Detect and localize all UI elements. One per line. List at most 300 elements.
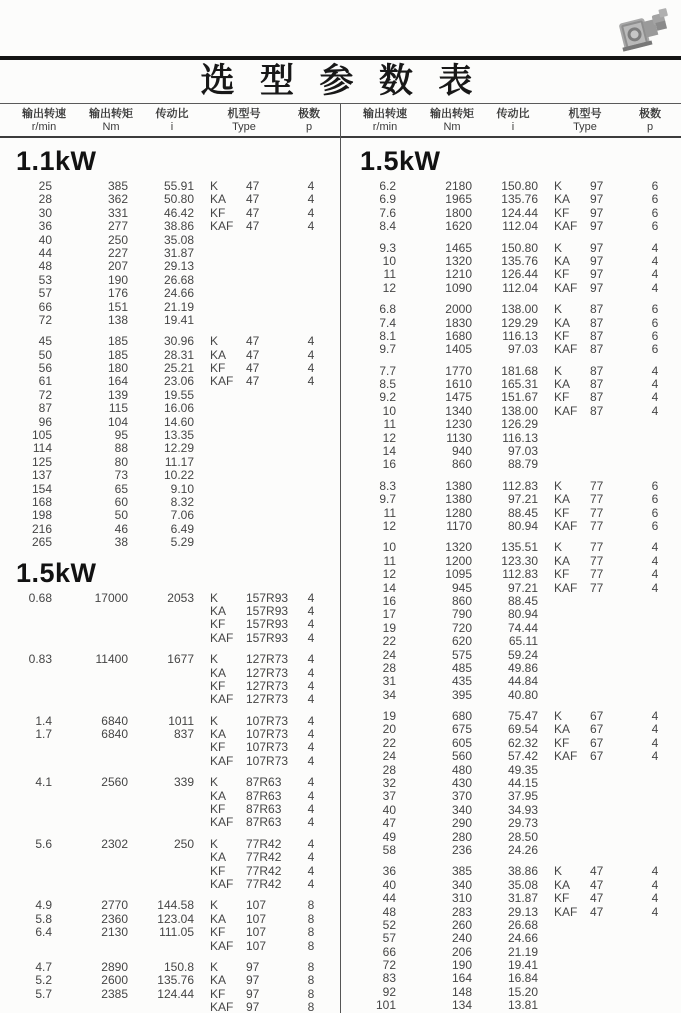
type-prefix-cell: KF: [554, 390, 570, 405]
type-prefix-cell: KF: [210, 740, 226, 755]
poles-cell: [642, 817, 668, 830]
speed-cell: 22: [382, 634, 396, 649]
ratio-cell: 80.94: [507, 607, 538, 622]
torque-cell: 1610: [445, 377, 472, 392]
table-row: [8, 667, 340, 680]
type-model-cell: [246, 483, 298, 496]
type-prefix-cell: KA: [554, 377, 571, 392]
table-row: [8, 234, 340, 247]
poles-cell: 6: [651, 192, 659, 207]
table-row: [8, 509, 340, 522]
table-row: [352, 405, 681, 418]
ratio-cell: 50.80: [163, 192, 194, 207]
poles-cell: [642, 622, 668, 635]
table-row: [352, 710, 681, 723]
type-prefix-cell: [554, 764, 590, 777]
type-model-cell: 77: [590, 540, 604, 555]
type-model-cell: 127R73: [246, 652, 289, 667]
ratio-cell: 124.44: [157, 986, 194, 1001]
poles-cell: 4: [307, 788, 315, 803]
table-row: [8, 913, 340, 926]
type-prefix-cell: KF: [210, 925, 226, 940]
speed-cell: 50: [38, 347, 52, 362]
table-row: [352, 892, 681, 905]
table-row: [352, 723, 681, 736]
type-prefix-cell: KAF: [554, 580, 578, 595]
ratio-cell: [128, 803, 194, 816]
table-row: [352, 777, 681, 790]
ratio-cell: 21.19: [163, 299, 194, 314]
poles-cell: 6: [651, 492, 659, 507]
torque-cell: 190: [107, 272, 128, 287]
type-model-cell: [246, 402, 298, 415]
type-model-cell: 87: [590, 377, 604, 392]
torque-cell: 2000: [445, 302, 472, 317]
speed-cell: 4.1: [35, 775, 52, 790]
ratio-cell: 8.32: [170, 494, 194, 509]
speed-cell: 48: [382, 904, 396, 919]
column-header-unit: Nm: [102, 121, 120, 133]
torque-cell: 1340: [445, 403, 472, 418]
ratio-cell: [128, 693, 194, 706]
poles-cell: 4: [651, 267, 659, 282]
data-block: [8, 776, 340, 830]
table-row: [352, 608, 681, 621]
type-prefix-cell: [554, 817, 590, 830]
speed-cell: 28: [382, 762, 396, 777]
type-model-cell: [590, 919, 642, 932]
type-prefix-cell: KAF: [210, 876, 234, 891]
type-model-cell: 47: [590, 891, 604, 906]
poles-cell: [298, 402, 324, 415]
type-prefix-cell: KF: [554, 505, 570, 520]
ratio-cell: 49.35: [507, 762, 538, 777]
speed-cell: [8, 667, 52, 680]
poles-cell: 4: [651, 240, 659, 255]
poles-cell: [298, 456, 324, 469]
ratio-cell: [128, 816, 194, 829]
speed-cell: 9.7: [379, 492, 396, 507]
ratio-cell: 40.80: [507, 687, 538, 702]
gearmotor-product-image: [613, 8, 675, 54]
poles-cell: 4: [307, 590, 315, 605]
torque-cell: 790: [451, 607, 472, 622]
column-header-p: [627, 104, 673, 136]
poles-cell: 6: [651, 478, 659, 493]
data-block: [352, 710, 681, 857]
speed-cell: 8.1: [379, 328, 396, 343]
poles-cell: [642, 764, 668, 777]
poles-cell: [298, 429, 324, 442]
type-model-cell: [246, 389, 298, 402]
column-header-unit: Nm: [443, 121, 461, 133]
poles-cell: [298, 274, 324, 287]
ratio-cell: 2053: [167, 590, 194, 605]
speed-cell: [8, 618, 52, 631]
type-prefix-cell: [210, 260, 246, 273]
type-model-cell: 97: [590, 240, 604, 255]
type-prefix-cell: [210, 456, 246, 469]
table-row: [352, 986, 681, 999]
torque-cell: 60: [114, 494, 128, 509]
type-prefix-cell: [210, 234, 246, 247]
torque-cell: 485: [451, 660, 472, 675]
type-model-cell: 127R73: [246, 678, 289, 693]
ratio-cell: 65.11: [508, 634, 538, 649]
speed-cell: 66: [38, 299, 52, 314]
type-model-cell: [590, 418, 642, 431]
type-model-cell: [246, 536, 298, 549]
speed-cell: 9.7: [379, 342, 396, 357]
ratio-cell: 25.21: [163, 361, 194, 376]
table-row: [8, 287, 340, 300]
column-header-r-min: [8, 104, 80, 136]
ratio-cell: 151.67: [501, 390, 538, 405]
speed-cell: [8, 851, 52, 864]
poles-cell: [642, 959, 668, 972]
table-row: [352, 865, 681, 878]
poles-cell: [298, 416, 324, 429]
speed-cell: 6.8: [379, 302, 396, 317]
poles-cell: 4: [651, 280, 659, 295]
torque-cell: 290: [451, 816, 472, 831]
ratio-cell: 7.06: [170, 508, 194, 523]
poles-cell: 4: [651, 580, 659, 595]
torque-cell: 1770: [445, 363, 472, 378]
torque-cell: 720: [451, 620, 472, 635]
poles-cell: [642, 662, 668, 675]
type-model-cell: 77R42: [246, 863, 282, 878]
type-prefix-cell: KA: [210, 347, 227, 362]
type-model-cell: 47: [246, 374, 260, 389]
type-prefix-cell: KAF: [210, 815, 234, 830]
type-prefix-cell: KF: [210, 986, 226, 1001]
speed-cell: 6.2: [379, 179, 396, 193]
poles-cell: 4: [651, 403, 659, 418]
ratio-cell: 19.55: [163, 387, 194, 402]
ratio-cell: 144.58: [157, 898, 194, 913]
torque-cell: 1200: [445, 553, 472, 568]
table-row: [352, 480, 681, 493]
table-row: [352, 844, 681, 857]
poles-cell: 4: [307, 678, 315, 693]
poles-cell: 6: [651, 518, 659, 533]
poles-cell: [298, 389, 324, 402]
type-model-cell: [590, 622, 642, 635]
type-prefix-cell: K: [554, 302, 563, 317]
type-prefix-cell: KAF: [210, 1000, 234, 1013]
section-heading: 1.5kW: [16, 557, 97, 588]
speed-cell: 58: [382, 842, 396, 857]
data-block: [8, 961, 340, 1013]
table-row: [8, 402, 340, 415]
poles-cell: 8: [307, 938, 315, 953]
poles-cell: 4: [651, 567, 659, 582]
type-model-cell: 97: [246, 959, 260, 974]
type-model-cell: 87: [590, 390, 604, 405]
type-prefix-cell: K: [554, 363, 563, 378]
torque-cell: 206: [451, 944, 472, 959]
type-model-cell: [590, 662, 642, 675]
poles-cell: 4: [651, 540, 659, 555]
ratio-cell: 31.87: [507, 891, 538, 906]
speed-cell: 40: [382, 877, 396, 892]
torque-cell: 11400: [95, 652, 128, 667]
speed-cell: 5.8: [35, 911, 52, 926]
speed-cell: [8, 1001, 52, 1013]
speed-cell: 11: [383, 553, 396, 568]
torque-cell: 88: [114, 441, 128, 456]
poles-cell: [298, 314, 324, 327]
poles-cell: 8: [307, 959, 315, 974]
type-model-cell: 97: [590, 192, 604, 207]
speed-cell: 83: [382, 971, 396, 986]
type-model-cell: 47: [246, 192, 260, 207]
torque-cell: 260: [451, 917, 472, 932]
poles-cell: [298, 301, 324, 314]
ratio-cell: 97.03: [507, 444, 538, 459]
section-heading: 1.5kW: [360, 146, 441, 176]
speed-cell: 25: [38, 179, 52, 193]
torque-cell: 560: [451, 749, 472, 764]
torque-cell: [52, 816, 128, 829]
ratio-cell: 1677: [167, 652, 194, 667]
ratio-cell: 150.80: [501, 179, 538, 193]
type-model-cell: [590, 972, 642, 985]
speed-cell: 6.9: [379, 192, 396, 207]
poles-cell: 4: [651, 735, 659, 750]
type-prefix-cell: KA: [554, 553, 571, 568]
torque-cell: [52, 790, 128, 803]
ratio-cell: 9.10: [170, 481, 194, 496]
table-row: [352, 282, 681, 295]
type-model-cell: [246, 274, 298, 287]
torque-cell: 180: [107, 361, 128, 376]
type-model-cell: 107R73: [246, 740, 289, 755]
column-header-unit: Type: [573, 121, 597, 133]
torque-cell: 395: [451, 687, 472, 702]
type-model-cell: 47: [246, 205, 260, 220]
poles-cell: 4: [307, 665, 315, 680]
type-prefix-cell: [554, 432, 590, 445]
table-row: [8, 680, 340, 693]
table-row: [352, 879, 681, 892]
column-header-nm: [421, 104, 483, 136]
poles-cell: [642, 804, 668, 817]
torque-cell: [52, 1001, 128, 1013]
ratio-cell: 339: [173, 775, 194, 790]
table-row: [352, 817, 681, 830]
poles-cell: 6: [651, 179, 659, 193]
type-prefix-cell: KAF: [554, 518, 578, 533]
poles-cell: 4: [651, 891, 659, 906]
ratio-cell: 116.13: [502, 430, 538, 445]
speed-cell: 16: [382, 593, 396, 608]
type-prefix-cell: K: [554, 179, 563, 193]
type-prefix-cell: K: [210, 334, 219, 349]
type-prefix-cell: KF: [554, 205, 570, 220]
ratio-cell: 6.49: [170, 521, 194, 536]
ratio-cell: 35.08: [163, 232, 194, 247]
ratio-cell: [128, 790, 194, 803]
speed-cell: 1.7: [35, 727, 52, 742]
speed-cell: 47: [382, 816, 396, 831]
poles-cell: [298, 442, 324, 455]
speed-cell: 9.3: [379, 240, 396, 255]
poles-cell: [298, 523, 324, 536]
torque-cell: [52, 851, 128, 864]
type-prefix-cell: [210, 287, 246, 300]
poles-cell: [642, 790, 668, 803]
ratio-cell: 129.29: [501, 315, 538, 330]
speed-cell: 7.6: [379, 205, 396, 220]
poles-cell: [642, 689, 668, 702]
table-row: [8, 362, 340, 375]
type-model-cell: 77: [590, 580, 604, 595]
type-prefix-cell: [554, 986, 590, 999]
type-prefix-cell: [554, 622, 590, 635]
speed-cell: 7.4: [379, 315, 396, 330]
table-row: [8, 389, 340, 402]
type-prefix-cell: [554, 635, 590, 648]
speed-cell: 11: [383, 417, 396, 432]
type-prefix-cell: KF: [210, 678, 226, 693]
type-model-cell: 87: [590, 328, 604, 343]
torque-cell: 240: [451, 931, 472, 946]
speed-cell: 12: [382, 430, 396, 445]
type-model-cell: [246, 509, 298, 522]
poles-cell: [642, 432, 668, 445]
table-row: [8, 618, 340, 631]
type-model-cell: [590, 844, 642, 857]
type-model-cell: 97: [590, 280, 604, 295]
speed-cell: 36: [38, 219, 52, 234]
ratio-cell: 35.08: [507, 877, 538, 892]
poles-cell: 4: [307, 692, 315, 707]
speed-cell: 22: [382, 735, 396, 750]
type-model-cell: [246, 247, 298, 260]
column-header-label: 机型号: [568, 108, 602, 120]
poles-cell: 4: [307, 713, 315, 728]
torque-cell: [52, 755, 128, 768]
type-model-cell: 77: [590, 518, 604, 533]
type-model-cell: 97: [590, 253, 604, 268]
type-model-cell: [246, 260, 298, 273]
speed-cell: 5.7: [35, 986, 52, 1001]
type-prefix-cell: [210, 402, 246, 415]
ratio-cell: 37.95: [507, 789, 538, 804]
ratio-cell: 57.42: [507, 749, 538, 764]
table-row: [352, 804, 681, 817]
table-row: [8, 605, 340, 618]
speed-cell: 12: [382, 280, 396, 295]
data-block: [8, 899, 340, 953]
table-row: [352, 635, 681, 648]
type-model-cell: 77R42: [246, 836, 282, 851]
type-prefix-cell: KAF: [554, 219, 578, 234]
table-row: [8, 878, 340, 891]
table-row: [8, 1001, 340, 1013]
table-row: [8, 715, 340, 728]
type-prefix-cell: KA: [554, 253, 571, 268]
column-header-unit: p: [305, 121, 313, 133]
torque-cell: 1620: [445, 219, 472, 234]
type-model-cell: [590, 764, 642, 777]
torque-cell: 1090: [445, 280, 472, 295]
type-prefix-cell: KA: [210, 665, 227, 680]
torque-cell: 1170: [446, 518, 472, 533]
table-row: [352, 959, 681, 972]
type-model-cell: 107R73: [246, 727, 289, 742]
column-header-unit: Type: [232, 121, 256, 133]
poles-cell: [298, 536, 324, 549]
ratio-cell: [128, 865, 194, 878]
gearmotor-photo-icon: [613, 8, 675, 54]
speed-cell: 61: [38, 374, 52, 389]
speed-cell: 44: [38, 245, 52, 260]
table-row: [8, 653, 340, 666]
torque-cell: 46: [114, 521, 128, 536]
speed-cell: 32: [382, 776, 396, 791]
type-model-cell: 97: [246, 973, 260, 988]
torque-cell: 1320: [445, 540, 472, 555]
type-model-cell: [590, 458, 642, 471]
speed-cell: 1.4: [35, 713, 52, 728]
speed-cell: 53: [38, 272, 52, 287]
table-row: [8, 349, 340, 362]
ratio-cell: 150.8: [163, 959, 194, 974]
torque-cell: 6840: [101, 713, 128, 728]
column-header-label: 输出转矩: [89, 108, 133, 120]
type-model-cell: [246, 523, 298, 536]
table-row: [352, 418, 681, 431]
poles-cell: [642, 777, 668, 790]
table-row: [8, 335, 340, 348]
type-prefix-cell: KF: [210, 617, 226, 632]
speed-cell: [8, 693, 52, 706]
torque-cell: 2180: [445, 179, 472, 193]
type-model-cell: 157R93: [246, 603, 289, 618]
poles-cell: 4: [307, 815, 315, 830]
type-model-cell: 77: [590, 478, 604, 493]
poles-cell: 4: [651, 390, 659, 405]
poles-cell: 4: [307, 630, 315, 645]
speed-cell: 4.7: [35, 959, 52, 974]
table-row: [352, 582, 681, 595]
speed-cell: 36: [382, 864, 396, 879]
poles-cell: [642, 999, 668, 1012]
ratio-cell: 46.42: [163, 205, 194, 220]
torque-cell: 2302: [101, 836, 128, 851]
type-prefix-cell: [210, 274, 246, 287]
torque-cell: [52, 680, 128, 693]
ratio-cell: 12.29: [163, 441, 194, 456]
torque-cell: 185: [107, 347, 128, 362]
torque-cell: 115: [108, 401, 128, 416]
speed-cell: 0.68: [28, 590, 52, 605]
table-row: [352, 180, 681, 193]
type-prefix-cell: K: [210, 179, 219, 193]
speed-cell: 72: [38, 312, 52, 327]
data-block: [352, 865, 681, 1012]
ratio-cell: 112.04: [502, 280, 538, 295]
table-row: [8, 592, 340, 605]
torque-cell: 2560: [101, 775, 128, 790]
speed-cell: 7.7: [379, 363, 396, 378]
data-block: [8, 335, 340, 549]
poles-cell: 4: [651, 864, 659, 879]
torque-cell: 1230: [445, 417, 472, 432]
